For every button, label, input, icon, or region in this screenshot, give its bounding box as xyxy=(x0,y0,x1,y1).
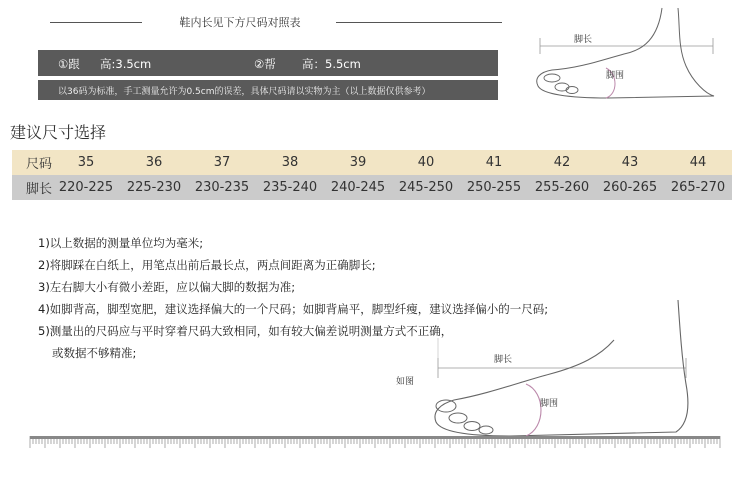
instruction-line: 5)测量出的尺码应与平时穿着尺码大致相同，如有较大偏差说明测量方式不正确， xyxy=(38,324,453,338)
size-cell: 39 xyxy=(349,155,367,170)
size-cell: 42 xyxy=(553,155,571,170)
header-rule-left xyxy=(50,22,142,23)
size-cell: 36 xyxy=(145,155,163,170)
foot-outline xyxy=(537,8,714,98)
size-cell: 40 xyxy=(417,155,435,170)
size-cell: 43 xyxy=(621,155,639,170)
upper-label: ②帮 xyxy=(254,57,276,71)
toe xyxy=(566,87,578,94)
length-cell: 250-255 xyxy=(466,180,522,195)
instruction-line: 或数据不够精准; xyxy=(52,346,137,360)
instruction-line: 2)将脚踩在白纸上，用笔点出前后最长点，两点间距离为正确脚长; xyxy=(38,258,376,272)
size-cell: 35 xyxy=(77,155,95,170)
side-label: 如图 xyxy=(396,377,415,387)
toe xyxy=(464,422,480,431)
foot-diagram-large xyxy=(396,300,720,440)
heel-value: 高:3.5cm xyxy=(100,57,152,71)
toe xyxy=(555,83,569,91)
length-cell: 235-240 xyxy=(262,180,318,195)
girth-label: 脚围 xyxy=(606,71,625,81)
size-row-header: 尺码 xyxy=(26,157,53,172)
header-rule-right xyxy=(336,22,502,23)
girth-curve xyxy=(526,384,541,436)
length-cell: 225-230 xyxy=(126,180,182,195)
length-cell: 260-265 xyxy=(602,180,658,195)
girth-label: 脚围 xyxy=(540,399,559,409)
length-cell: 240-245 xyxy=(330,180,386,195)
size-table xyxy=(12,150,732,200)
length-row xyxy=(12,175,732,200)
size-cell: 38 xyxy=(281,155,299,170)
toe xyxy=(544,74,560,82)
size-cell: 37 xyxy=(213,155,231,170)
length-label: 脚长 xyxy=(574,35,593,45)
instruction-line: 3)左右脚大小有微小差距，应以偏大脚的数据为准; xyxy=(38,280,296,294)
heel-label: ①跟 xyxy=(58,57,80,71)
section-title: 建议尺寸选择 xyxy=(10,123,107,142)
length-row-header: 脚长 xyxy=(26,182,53,197)
length-cell: 230-235 xyxy=(194,180,250,195)
size-row xyxy=(12,150,732,175)
length-cell: 255-260 xyxy=(534,180,590,195)
size-cell: 44 xyxy=(689,155,707,170)
chart-title: 鞋内长见下方尺码对照表 xyxy=(179,16,301,29)
length-label: 脚长 xyxy=(494,355,513,365)
length-cell: 220-225 xyxy=(58,180,114,195)
spec-box xyxy=(38,50,498,76)
length-cell: 245-250 xyxy=(398,180,454,195)
toe xyxy=(436,400,456,412)
toe xyxy=(449,413,467,423)
size-cell: 41 xyxy=(485,155,503,170)
upper-value: 高：5.5cm xyxy=(302,57,361,71)
measurement-note: 以36码为标准，手工测量允许为0.5cm的误差，具体尺码请以实物为主（以上数据仅供参考） xyxy=(38,80,498,100)
instruction-line: 1)以上数据的测量单位均为毫米; xyxy=(38,236,204,250)
ruler xyxy=(30,436,720,448)
chart-header xyxy=(50,14,502,30)
foot-diagram-small xyxy=(528,8,738,108)
length-cell: 265-270 xyxy=(670,180,726,195)
instruction-line: 4)如脚背高，脚型宽肥，建议选择偏大的一个尺码；如脚背扁平，脚型纤瘦，建议选择偏小的一尺码; xyxy=(38,302,549,316)
toe xyxy=(479,426,493,434)
